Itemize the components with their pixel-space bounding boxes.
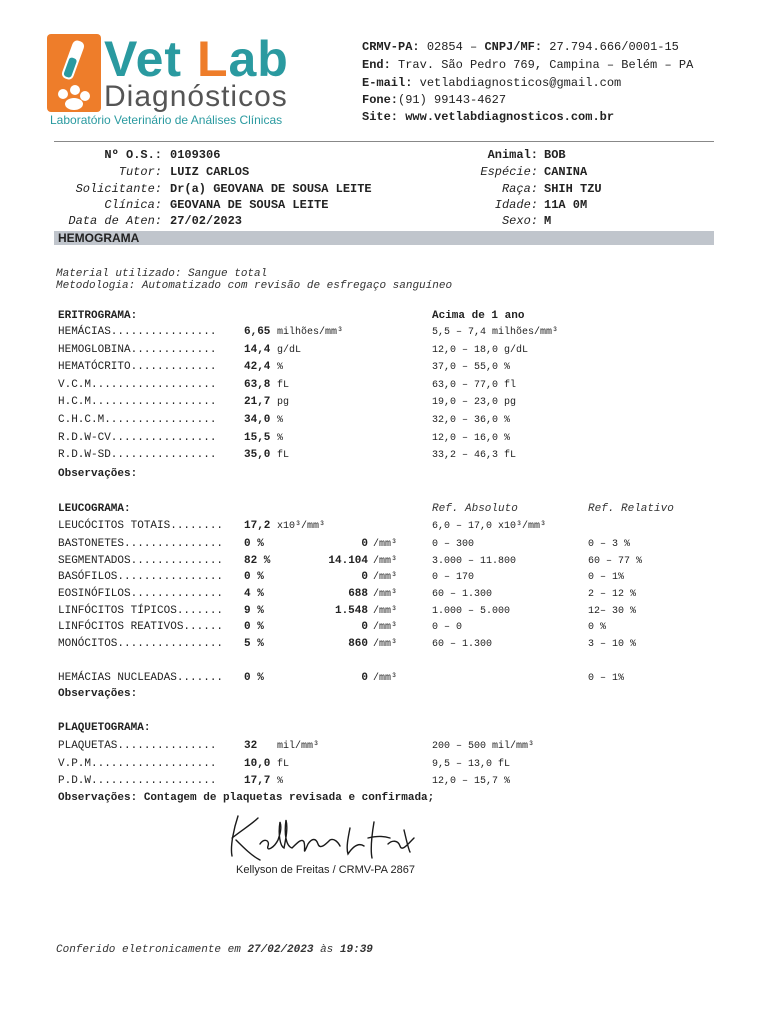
row-unit: /mm³ bbox=[373, 539, 398, 550]
exam-title-band bbox=[54, 231, 714, 245]
row-label: LINFÓCITOS TÍPICOS....... bbox=[58, 604, 224, 617]
row-ref-abs: 60 – 1.300 bbox=[432, 589, 493, 601]
row-ref: 200 – 500 mil/mm³ bbox=[432, 741, 535, 752]
table-row bbox=[58, 638, 718, 655]
row-unit: mil/mm³ bbox=[277, 741, 320, 752]
table-row bbox=[58, 449, 718, 467]
exam-title: HEMOGRAMA bbox=[58, 231, 140, 245]
leucograma-table bbox=[58, 538, 718, 655]
logo-tagline: Laboratório Veterinário de Análises Clínicas bbox=[50, 113, 283, 127]
especie-label: Espécie: bbox=[480, 165, 538, 179]
row-value: 10,0 bbox=[244, 757, 271, 770]
eritrograma-ref-title: Acima de 1 ano bbox=[432, 310, 525, 322]
row-pct: 0 % bbox=[244, 571, 264, 584]
solicitante-label: Solicitante: bbox=[75, 182, 162, 196]
row-label: P.D.W................... bbox=[58, 775, 217, 787]
row-pct: 9 % bbox=[244, 604, 264, 617]
row-ref: 19,0 – 23,0 pg bbox=[432, 397, 517, 409]
row-ref: 12,0 – 16,0 % bbox=[432, 432, 511, 444]
row-ref: 12,0 – 15,7 % bbox=[432, 776, 511, 787]
leucograma-title: LEUCOGRAMA: bbox=[58, 503, 131, 515]
row-unit: milhões/mm³ bbox=[277, 327, 344, 338]
row-ref-rel: 12– 30 % bbox=[588, 605, 637, 617]
row-pct: 0 % bbox=[244, 672, 264, 684]
row-ref: 5,5 – 7,4 milhões/mm³ bbox=[432, 327, 559, 338]
row-unit: fL bbox=[277, 379, 290, 391]
row-unit: /mm³ bbox=[373, 572, 398, 584]
row-label: LEUCÓCITOS TOTAIS........ bbox=[58, 520, 224, 532]
header-address: End: Trav. São Pedro 769, Campina – Belém – PA bbox=[362, 58, 694, 72]
row-ref: 33,2 – 46,3 fL bbox=[432, 450, 517, 462]
material-text: Material utilizado: Sangue total bbox=[56, 268, 268, 280]
header-crmv: CRMV-PA: 02854 – CNPJ/MF: 27.794.666/0001-15 bbox=[362, 40, 679, 54]
row-ref-rel: 0 – 3 % bbox=[588, 539, 631, 550]
row-ref-rel: 0 – 1% bbox=[588, 673, 625, 684]
table-row bbox=[58, 672, 718, 689]
sexo-value: M bbox=[544, 214, 552, 228]
logo-subtitle: Diagnósticos bbox=[104, 80, 288, 113]
row-pct: 5 % bbox=[244, 638, 264, 651]
row-value: 32 bbox=[244, 740, 258, 752]
row-unit: /mm³ bbox=[373, 555, 398, 567]
signature-caption: Kellyson de Freitas / CRMV-PA 2867 bbox=[236, 864, 415, 876]
row-value: 34,0 bbox=[244, 413, 271, 426]
row-label: EOSINÓFILOS.............. bbox=[58, 588, 224, 601]
plaquetograma-table bbox=[58, 740, 718, 793]
table-row bbox=[58, 621, 718, 638]
table-row bbox=[58, 571, 718, 588]
data-value: 27/02/2023 bbox=[170, 214, 243, 228]
row-label: PLAQUETAS............... bbox=[58, 740, 217, 752]
row-ref: 12,0 – 18,0 g/dL bbox=[432, 344, 529, 356]
animal-label: Animal: bbox=[487, 148, 538, 162]
header-site: Site: www.vetlabdiagnosticos.com.br bbox=[362, 110, 615, 124]
table-row bbox=[58, 326, 718, 344]
animal-value: BOB bbox=[544, 148, 566, 162]
footer-verification: Conferido eletronicamente em 27/02/2023 às 19:39 bbox=[56, 944, 373, 956]
row-label: R.D.W-SD................ bbox=[58, 449, 217, 462]
row-unit: /mm³ bbox=[373, 673, 398, 684]
row-label: MONÓCITOS................ bbox=[58, 638, 224, 651]
row-unit: fL bbox=[277, 450, 290, 462]
row-unit: /mm³ bbox=[373, 589, 398, 601]
row-ref-rel: 2 – 12 % bbox=[588, 589, 637, 601]
row-ref-abs: 1.000 – 5.000 bbox=[432, 605, 511, 617]
table-row bbox=[58, 538, 718, 555]
row-unit: fL bbox=[277, 758, 290, 770]
table-row bbox=[58, 520, 718, 537]
table-row bbox=[58, 555, 718, 572]
row-ref-abs: 3.000 – 11.800 bbox=[432, 555, 517, 567]
raca-value: SHIH TZU bbox=[544, 182, 602, 196]
row-unit: % bbox=[277, 776, 284, 787]
row-value: 17,2 bbox=[244, 520, 271, 532]
row-value: 14,4 bbox=[244, 343, 271, 356]
row-value: 21,7 bbox=[244, 396, 271, 409]
row-ref-rel: 0 – 1% bbox=[588, 572, 625, 584]
table-row bbox=[58, 361, 718, 379]
header-divider bbox=[54, 141, 714, 142]
row-unit: % bbox=[277, 432, 284, 444]
os-label: Nº O.S.: bbox=[104, 148, 162, 162]
row-abs: 14.104 bbox=[328, 554, 368, 567]
row-ref-rel: 60 – 77 % bbox=[588, 555, 643, 567]
plaquetograma-obs: Observações: Contagem de plaquetas revisada e confirmada; bbox=[58, 792, 435, 804]
row-unit: pg bbox=[277, 397, 290, 409]
table-row bbox=[58, 775, 718, 793]
row-ref: 9,5 – 13,0 fL bbox=[432, 758, 511, 770]
table-row bbox=[58, 379, 718, 397]
row-label: HEMÁCIAS................ bbox=[58, 326, 217, 338]
row-label: HEMOGLOBINA............. bbox=[58, 343, 217, 356]
row-label: V.P.M................... bbox=[58, 757, 217, 770]
metodologia-text: Metodologia: Automatizado com revisão de esfregaço sanguíneo bbox=[56, 280, 453, 292]
tutor-label: Tutor: bbox=[118, 165, 162, 179]
eritrograma-table bbox=[58, 326, 718, 467]
row-label: HEMÁCIAS NUCLEADAS....... bbox=[58, 672, 224, 684]
data-label: Data de Aten: bbox=[68, 214, 162, 228]
logo-icon bbox=[47, 34, 101, 112]
row-label: LINFÓCITOS REATIVOS...... bbox=[58, 621, 224, 634]
row-unit: /mm³ bbox=[373, 622, 398, 634]
ref-abs-title: Ref. Absoluto bbox=[432, 503, 518, 515]
table-row bbox=[58, 396, 718, 414]
row-label: SEGMENTADOS.............. bbox=[58, 554, 224, 567]
row-ref: 32,0 – 36,0 % bbox=[432, 414, 511, 426]
row-ref-abs: 60 – 1.300 bbox=[432, 639, 493, 651]
row-label: BASTONETES............... bbox=[58, 538, 224, 550]
row-abs: 0 bbox=[361, 571, 368, 584]
row-abs: 1.548 bbox=[334, 604, 368, 617]
row-abs: 0 bbox=[361, 538, 368, 550]
row-label: R.D.W-CV................ bbox=[58, 431, 217, 444]
row-value: 15,5 bbox=[244, 431, 271, 444]
row-label: C.H.C.M................. bbox=[58, 413, 217, 426]
row-pct: 0 % bbox=[244, 538, 264, 550]
row-abs: 0 bbox=[361, 672, 368, 684]
signature-icon bbox=[224, 808, 424, 868]
row-ref-rel: 0 % bbox=[588, 622, 607, 634]
eritrograma-title: ERITROGRAMA: bbox=[58, 310, 138, 322]
row-pct: 0 % bbox=[244, 621, 264, 634]
idade-value: 11A 0M bbox=[544, 198, 588, 212]
row-abs: 0 bbox=[361, 621, 368, 634]
idade-label: Idade: bbox=[494, 198, 538, 212]
table-row bbox=[58, 432, 718, 450]
row-value: 63,8 bbox=[244, 378, 271, 391]
row-unit: /mm³ bbox=[373, 605, 398, 617]
logo-wordmark: Vet Lab bbox=[104, 31, 289, 87]
row-abs: 688 bbox=[348, 588, 368, 601]
row-label: H.C.M................... bbox=[58, 396, 217, 409]
row-unit: /mm³ bbox=[373, 639, 398, 651]
row-unit: x10³/mm³ bbox=[277, 521, 326, 532]
row-ref-abs: 0 – 300 bbox=[432, 539, 475, 550]
row-label: HEMATÓCRITO............. bbox=[58, 361, 217, 374]
row-pct: 82 % bbox=[244, 554, 271, 567]
leucograma-obs: Observações: bbox=[58, 688, 138, 700]
row-value: 35,0 bbox=[244, 449, 271, 462]
row-pct: 4 % bbox=[244, 588, 264, 601]
clinica-label: Clínica: bbox=[104, 198, 162, 212]
row-label: BASÓFILOS................ bbox=[58, 571, 224, 584]
plaquetograma-title: PLAQUETOGRAMA: bbox=[58, 722, 151, 734]
especie-value: CANINA bbox=[544, 165, 588, 179]
table-row bbox=[58, 758, 718, 776]
row-unit: g/dL bbox=[277, 344, 302, 356]
row-label: V.C.M................... bbox=[58, 378, 217, 391]
row-ref-rel: 3 – 10 % bbox=[588, 639, 637, 651]
row-ref-abs: 0 – 170 bbox=[432, 572, 475, 584]
table-row bbox=[58, 414, 718, 432]
clinica-value: GEOVANA DE SOUSA LEITE bbox=[170, 198, 329, 212]
tutor-value: LUIZ CARLOS bbox=[170, 165, 250, 179]
sexo-label: Sexo: bbox=[501, 214, 538, 228]
row-value: 6,65 bbox=[244, 326, 271, 338]
row-ref-abs: 0 – 0 bbox=[432, 622, 463, 634]
row-ref: 37,0 – 55,0 % bbox=[432, 362, 511, 374]
solicitante-value: Dr(a) GEOVANA DE SOUSA LEITE bbox=[170, 182, 372, 196]
ref-rel-title: Ref. Relativo bbox=[588, 503, 674, 515]
table-row bbox=[58, 344, 718, 362]
header-email: E-mail: vetlabdiagnosticos@gmail.com bbox=[362, 76, 622, 90]
row-unit: % bbox=[277, 414, 284, 426]
row-ref: 6,0 – 17,0 x10³/mm³ bbox=[432, 521, 547, 532]
raca-label: Raça: bbox=[501, 182, 538, 196]
row-value: 42,4 bbox=[244, 361, 271, 374]
row-value: 17,7 bbox=[244, 775, 271, 787]
table-row bbox=[58, 605, 718, 622]
row-abs: 860 bbox=[348, 638, 368, 651]
row-unit: % bbox=[277, 362, 284, 374]
row-ref: 63,0 – 77,0 fl bbox=[432, 379, 517, 391]
eritrograma-obs: Observações: bbox=[58, 468, 138, 480]
os-value: 0109306 bbox=[170, 148, 221, 162]
table-row bbox=[58, 588, 718, 605]
table-row bbox=[58, 740, 718, 758]
header-phone: Fone:(91) 99143-4627 bbox=[362, 93, 507, 107]
